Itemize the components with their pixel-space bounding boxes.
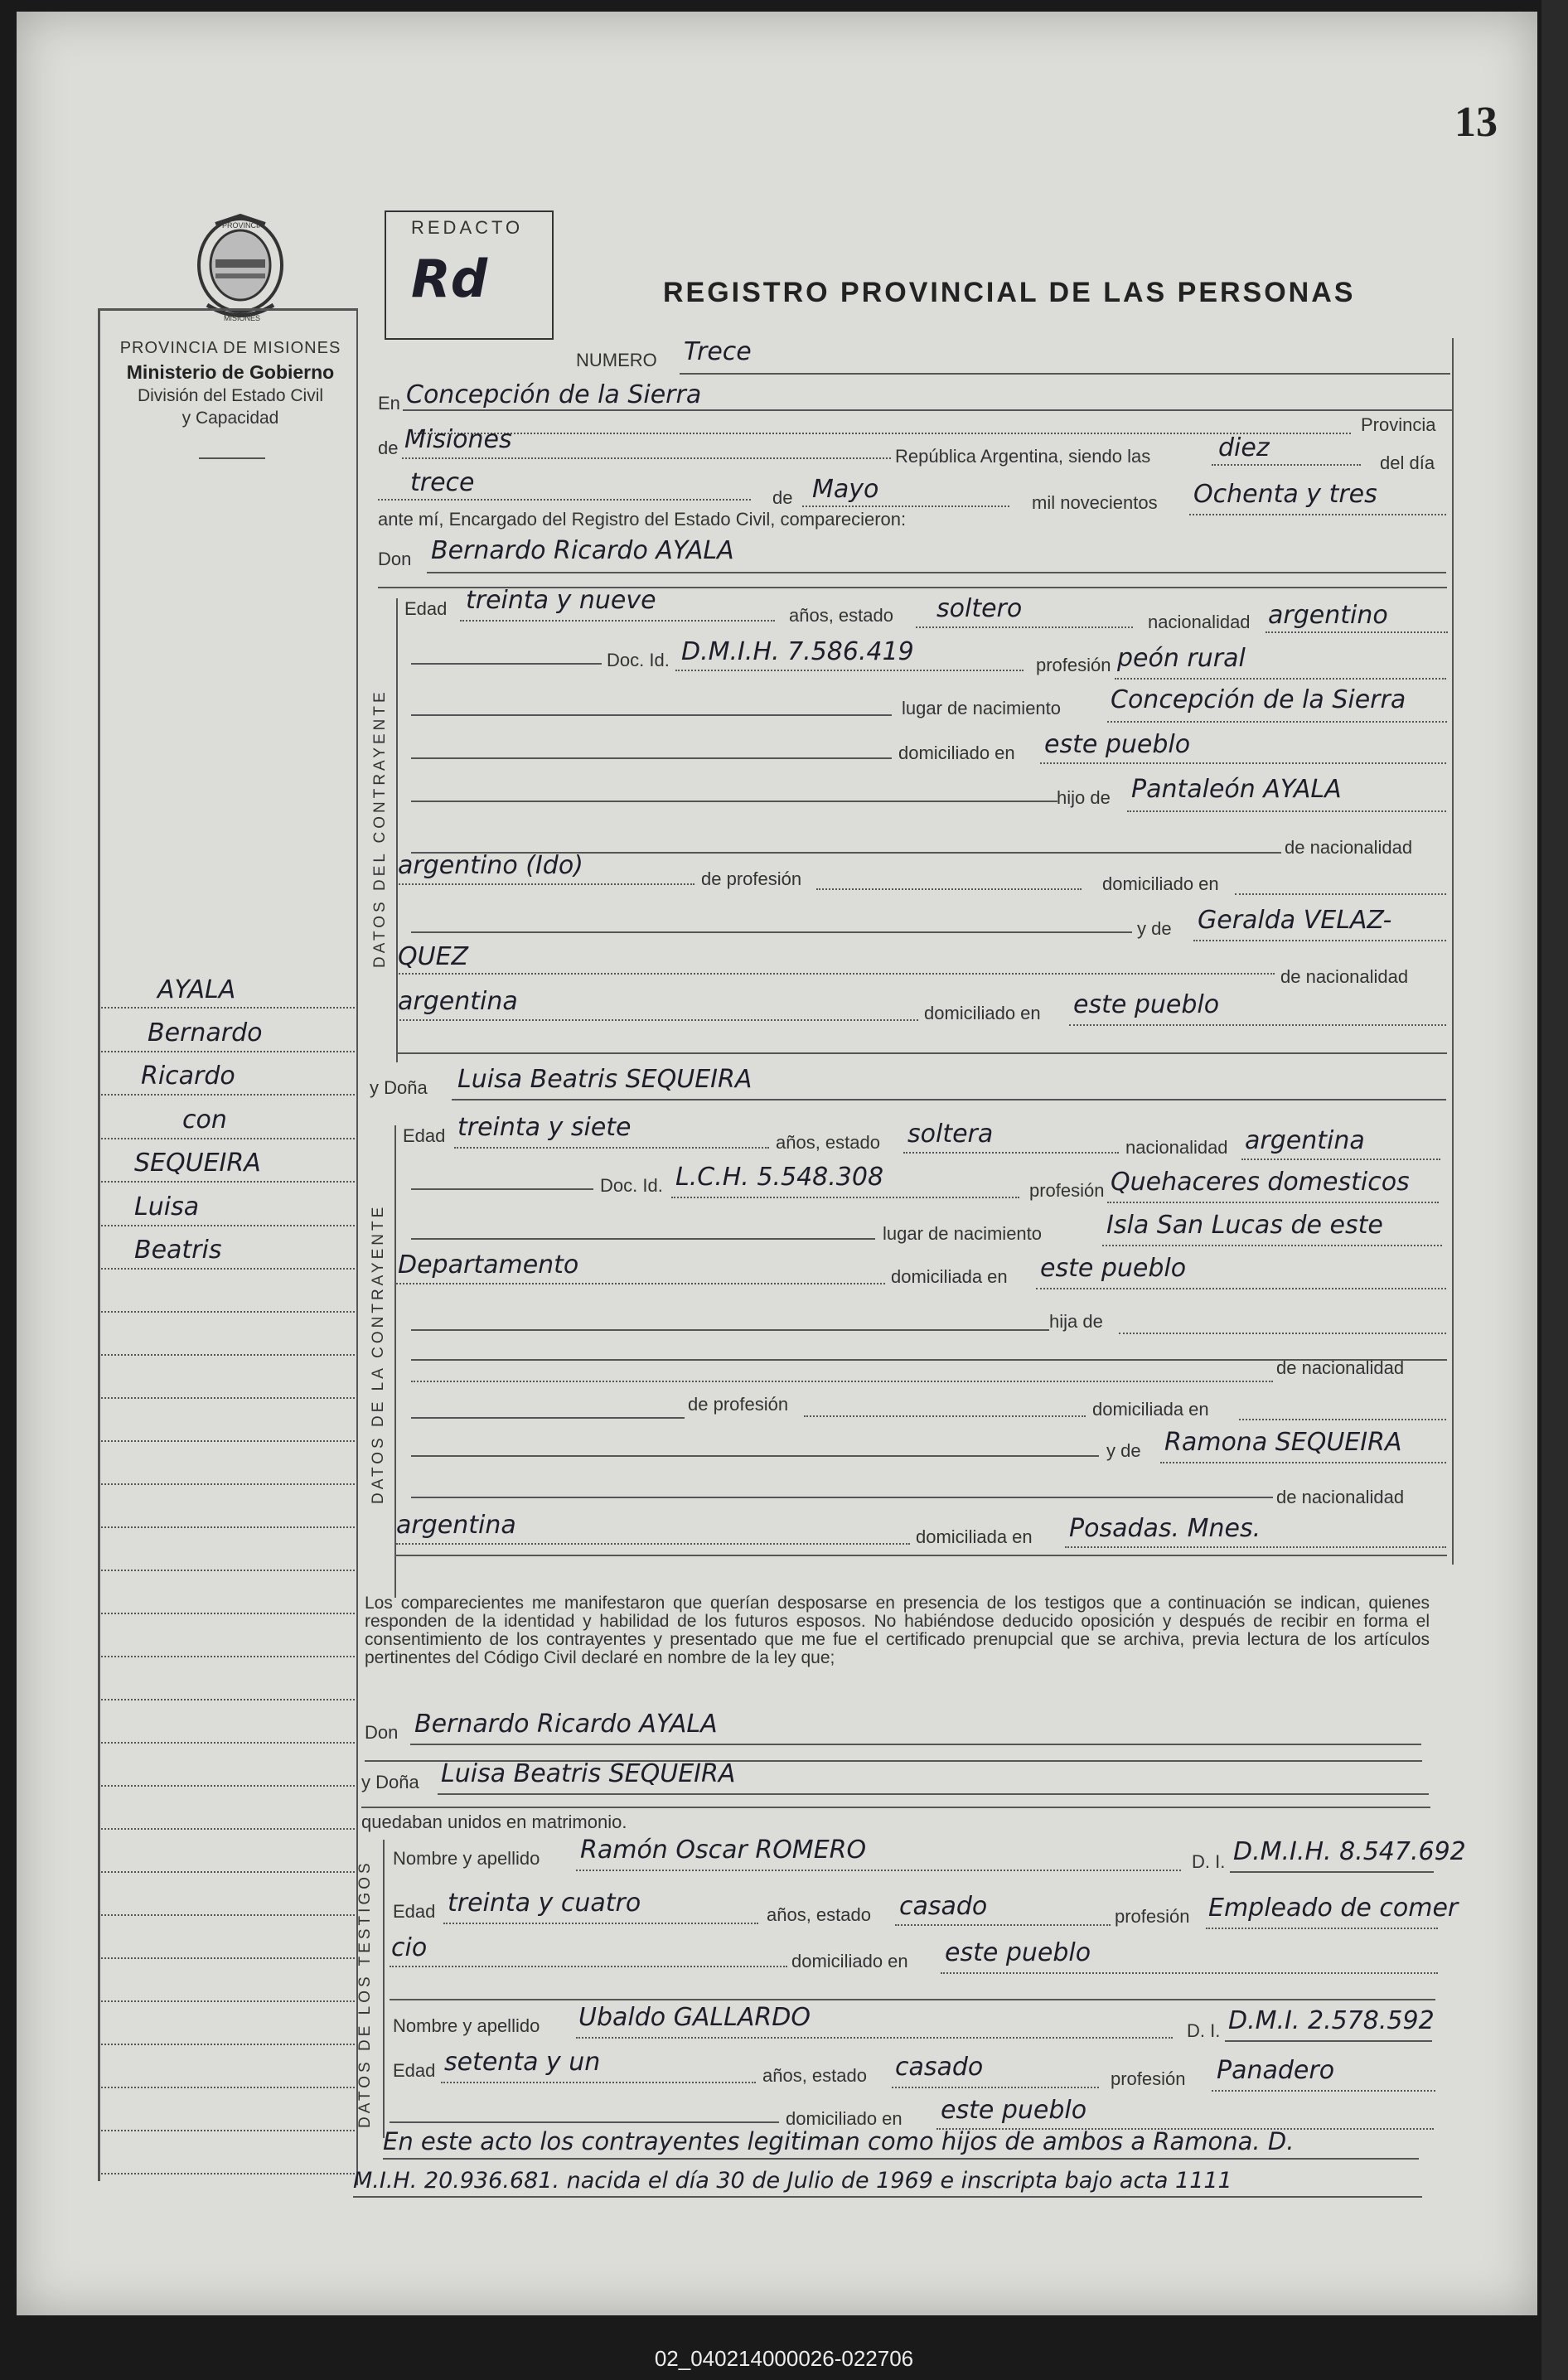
margin-name-1: AYALA xyxy=(157,975,236,1004)
groom-edad-label: Edad xyxy=(404,598,448,619)
act-day: trece xyxy=(410,468,475,497)
bride-mother-address: Posadas. Mnes. xyxy=(1069,1514,1261,1543)
bride-section-label: DATOS DE LA CONTRAYENTE xyxy=(370,1203,387,1504)
groom-section-label: DATOS DEL CONTRAYENTE xyxy=(371,689,389,968)
note-line-1: En este acto los contrayentes legitiman como hijos de ambos a Ramona. D. xyxy=(383,2127,1295,2155)
witness2-name: Ubaldo GALLARDO xyxy=(578,2003,811,2032)
margin-name-3: Ricardo xyxy=(141,1062,235,1091)
page-number: 13 xyxy=(1454,99,1498,146)
note-line-2: M.I.H. 20.936.681. nacida el día 30 de Julio de 1969 e inscripta bajo acta 1111 xyxy=(353,2168,1232,2194)
w1-anos-label: años, estado xyxy=(767,1904,871,1925)
bride-father-dom-label: domiciliada en xyxy=(1092,1399,1209,1420)
stamp-initials: Rd xyxy=(411,249,488,309)
bride-father-nac-label: de nacionalidad xyxy=(1276,1357,1405,1378)
bride-anos-label: años, estado xyxy=(776,1132,880,1153)
margin-name-5: SEQUEIRA xyxy=(134,1149,261,1178)
mil-label: mil novecientos xyxy=(1032,492,1158,513)
groom-birthplace: Concepción de la Sierra xyxy=(1111,685,1406,714)
union-bride: Luisa Beatris SEQUEIRA xyxy=(441,1759,736,1788)
bride-doc: L.C.H. 5.548.308 xyxy=(675,1163,884,1192)
groom-name: Bernardo Ricardo AYALA xyxy=(431,536,734,565)
groom-mother-nationality: argentina xyxy=(398,987,518,1016)
book-edge xyxy=(1541,0,1568,2380)
witness1-profession: Empleado de comer xyxy=(1208,1894,1459,1923)
groom-profesion-label: profesión xyxy=(1036,655,1111,675)
dona-label: y Doña xyxy=(370,1077,428,1098)
margin-name-2: Bernardo xyxy=(148,1018,263,1047)
groom-lugar-label: lugar de nacimiento xyxy=(902,698,1062,718)
seal-top-text: PROVINCIA xyxy=(222,221,264,230)
w1-nombre-label: Nombre y apellido xyxy=(393,1848,540,1869)
w2-di-label: D. I. xyxy=(1187,2020,1221,2041)
form-right-border xyxy=(1452,338,1454,1565)
bride-birthplace: Isla San Lucas de este xyxy=(1106,1211,1383,1240)
left-column-top-rule xyxy=(98,308,356,311)
bride-status: soltera xyxy=(907,1120,994,1149)
union-groom: Bernardo Ricardo AYALA xyxy=(414,1710,718,1739)
witness1-status: casado xyxy=(899,1892,988,1921)
groom-father-nationality: argentino (Ido) xyxy=(398,851,583,880)
w2-edad-label: Edad xyxy=(393,2060,436,2081)
bride-domicilio-label: domiciliada en xyxy=(891,1266,1008,1287)
numero-label: NUMERO xyxy=(576,350,657,370)
w1-di-label: D. I. xyxy=(1192,1851,1226,1872)
groom-mother-1: Geralda VELAZ- xyxy=(1198,906,1392,935)
de-mes-label: de xyxy=(772,487,793,508)
witness1-address: este pueblo xyxy=(945,1938,1091,1967)
bride-nationality: argentina xyxy=(1245,1126,1365,1155)
seal-bottom-text: MISIONES xyxy=(224,314,261,322)
bride-profession: Quehaceres domesticos xyxy=(1111,1168,1410,1197)
act-number: Trece xyxy=(684,337,752,366)
w2-nombre-label: Nombre y apellido xyxy=(393,2015,540,2036)
redacto-stamp xyxy=(385,210,554,340)
office-capacidad: y Capacidad xyxy=(181,409,279,428)
quedaban-text: quedaban unidos en matrimonio. xyxy=(361,1812,627,1832)
stamp-label: REDACTO xyxy=(411,217,524,238)
office-division: División del Estado Civil xyxy=(137,386,324,405)
groom-doc: D.M.I.H. 7.586.419 xyxy=(681,637,914,666)
bride-birthplace-2: Departamento xyxy=(398,1250,579,1279)
margin-name-7: Beatris xyxy=(134,1236,222,1265)
ante-text: ante mí, Encargado del Registro del Estado Civil, comparecieron: xyxy=(378,509,907,530)
bride-hija-label: hija de xyxy=(1049,1311,1103,1332)
registry-title: REGISTRO PROVINCIAL DE LAS PERSONAS xyxy=(663,277,1356,308)
bride-mother-nac-label: de nacionalidad xyxy=(1276,1487,1405,1507)
w1-domicilio-label: domiciliado en xyxy=(791,1951,908,1971)
groom-mother-label: y de xyxy=(1137,918,1172,939)
groom-profession: peón rural xyxy=(1117,644,1246,673)
groom-nationality: argentino xyxy=(1268,601,1388,630)
bride-mother-label: y de xyxy=(1106,1440,1141,1461)
witness2-age: setenta y un xyxy=(444,2048,601,2077)
groom-age: treinta y nueve xyxy=(466,586,656,615)
bride-mother: Ramona SEQUEIRA xyxy=(1164,1428,1402,1457)
groom-father-nac-label: de nacionalidad xyxy=(1285,837,1413,858)
margin-name-6: Luisa xyxy=(134,1192,200,1221)
act-hour: diez xyxy=(1218,433,1270,462)
en-label: En xyxy=(378,393,400,414)
bride-mother-dom-label: domiciliada en xyxy=(916,1526,1033,1547)
act-place: Concepción de la Sierra xyxy=(406,380,702,409)
margin-name-4: con xyxy=(182,1105,227,1134)
groom-mother-address: este pueblo xyxy=(1073,990,1220,1019)
republica-label: República Argentina, siendo las xyxy=(895,446,1151,467)
groom-father: Pantaleón AYALA xyxy=(1131,775,1342,804)
act-month: Mayo xyxy=(812,475,879,504)
groom-status: soltero xyxy=(936,594,1023,623)
groom-mother-2: QUEZ xyxy=(398,942,469,971)
witness1-name: Ramón Oscar ROMERO xyxy=(580,1836,867,1865)
don-label: Don xyxy=(378,549,412,569)
witness1-profession-2: cio xyxy=(391,1933,428,1962)
groom-address: este pueblo xyxy=(1044,730,1191,759)
witness-section-label: DATOS DE LOS TESTIGOS xyxy=(356,1860,374,2128)
bride-doc-label: Doc. Id. xyxy=(600,1175,663,1196)
w1-edad-label: Edad xyxy=(393,1901,436,1922)
groom-doc-label: Doc. Id. xyxy=(607,650,670,670)
de-label: de xyxy=(378,438,399,458)
w2-domicilio-label: domiciliado en xyxy=(786,2108,903,2129)
bride-mother-nationality: argentina xyxy=(396,1511,516,1540)
witness2-address: este pueblo xyxy=(941,2096,1087,2125)
groom-mother-dom-label: domiciliado en xyxy=(924,1003,1041,1023)
groom-father-prof-label: de profesión xyxy=(701,868,802,889)
witness2-doc: D.M.I. 2.578.592 xyxy=(1228,2006,1435,2035)
act-province: Misiones xyxy=(404,425,512,454)
witness-section-bar xyxy=(383,1840,385,2138)
witness1-doc: D.M.I.H. 8.547.692 xyxy=(1233,1837,1466,1866)
witness1-age: treinta y cuatro xyxy=(448,1889,641,1918)
office-ministry: Ministerio de Gobierno xyxy=(126,361,335,383)
left-column-border xyxy=(98,308,100,2181)
groom-hijo-label: hijo de xyxy=(1057,787,1111,808)
witness2-profession: Panadero xyxy=(1217,2056,1335,2085)
scan-filename: 02_040214000026-022706 xyxy=(654,2346,914,2371)
act-year: Ochenta y tres xyxy=(1193,480,1377,509)
groom-father-dom-label: domiciliado en xyxy=(1102,873,1219,894)
w2-profesion-label: profesión xyxy=(1111,2068,1186,2089)
w1-profesion-label: profesión xyxy=(1115,1906,1190,1927)
del-dia-label: del día xyxy=(1380,452,1435,473)
groom-anos-label: años, estado xyxy=(789,605,893,626)
union-dona-label: y Doña xyxy=(361,1772,419,1792)
groom-nacionalidad-label: nacionalidad xyxy=(1148,612,1251,632)
bride-father-prof-label: de profesión xyxy=(688,1394,789,1415)
bride-profesion-label: profesión xyxy=(1029,1180,1105,1201)
office-province: PROVINCIA DE MISIONES xyxy=(119,339,341,357)
bride-lugar-label: lugar de nacimiento xyxy=(883,1223,1043,1244)
declaration-text: Los comparecientes me manifestaron que querían desposarse en presencia de los testigos que a continuación se indican, quienes responden de la identidad y habilidad de los futuros esposos. No habiéndose deducido oposición y después de recibir en forma el consentimiento de los contrayentes y presentado que me fue el certificado prenupcial que se archiva, previa lectura de los artículos pertinentes del Código Civil declaré en nombre de la ley que; xyxy=(365,1594,1430,1667)
groom-mother-nac-label: de nacionalidad xyxy=(1280,966,1409,987)
groom-domicilio-label: domiciliado en xyxy=(898,743,1015,763)
bride-address: este pueblo xyxy=(1040,1254,1187,1283)
office-divider xyxy=(199,457,265,459)
witness2-status: casado xyxy=(895,2053,984,2082)
provincia-label: Provincia xyxy=(1361,414,1436,435)
bride-age: treinta y siete xyxy=(457,1113,632,1142)
bride-edad-label: Edad xyxy=(403,1125,446,1146)
union-don-label: Don xyxy=(365,1722,399,1743)
bride-nacionalidad-label: nacionalidad xyxy=(1125,1137,1228,1158)
w2-anos-label: años, estado xyxy=(762,2065,867,2086)
bride-name: Luisa Beatris SEQUEIRA xyxy=(457,1065,753,1094)
